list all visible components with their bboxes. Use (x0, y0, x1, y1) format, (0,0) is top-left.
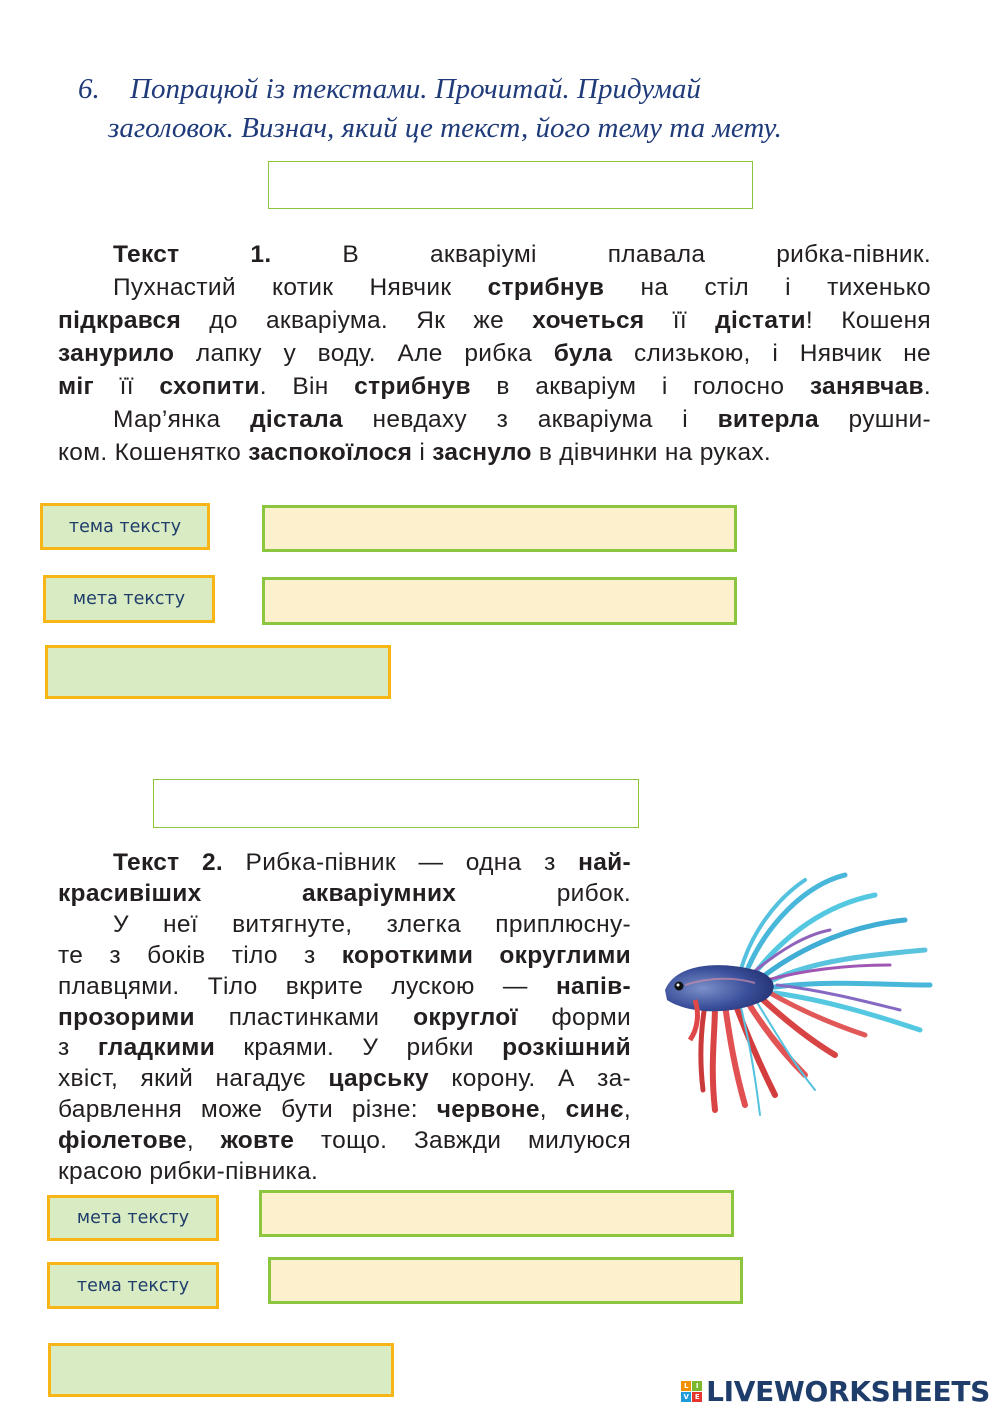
text-run: те з боків тіло з (58, 941, 342, 969)
text2-theme-input[interactable] (268, 1257, 743, 1304)
text-run: пластинками (194, 1003, 414, 1031)
text-run: до акваріума. Як же (181, 307, 533, 334)
text-run: плавцями. Тіло вкрите лускою — (58, 972, 556, 1000)
text2-line (58, 1126, 631, 1157)
text-run: тощо. Завжди милуюся (294, 1127, 632, 1155)
text2-type-dropzone[interactable] (48, 1343, 394, 1397)
task-number: 6. (78, 73, 100, 105)
bold-word: най- (578, 849, 631, 876)
text-run: форми (517, 1003, 631, 1031)
text-run: корону. А за- (428, 1065, 631, 1093)
text-run: Рибка-півник — одна з (245, 849, 579, 876)
bold-word: округлої (413, 1003, 518, 1031)
theme-label-2-text: тема тексту (76, 1275, 190, 1296)
task-instruction (78, 70, 958, 148)
text1-line (58, 304, 931, 337)
text2-paragraph (58, 848, 631, 1188)
text-run: , (186, 1127, 221, 1155)
bold-word: царську (328, 1065, 429, 1093)
text2-line (58, 972, 631, 1003)
text1-paragraph (58, 238, 931, 469)
text-run: , (539, 1096, 566, 1124)
text-run: . Він (259, 373, 355, 400)
betta-fish-image (655, 865, 945, 1125)
text-run: слизькою, і Нявчик не (612, 340, 931, 367)
goal-label-1 (43, 575, 215, 623)
theme-label-1 (40, 503, 210, 550)
liveworksheets-logo-icon (681, 1381, 702, 1402)
text-run: ! Кошеня (805, 307, 931, 334)
goal-label-2 (47, 1195, 219, 1241)
bold-word: занурило (58, 340, 175, 367)
text1-title-input[interactable] (268, 161, 753, 209)
task-line-1: Попрацюй із текстами. Прочитай. Придумай (130, 73, 701, 105)
theme-label-1-text: тема тексту (68, 516, 182, 537)
text2-line (58, 1033, 631, 1064)
liveworksheets-brand (681, 1375, 990, 1408)
bold-word: дістати (715, 307, 806, 334)
bold-word: короткими округлими (341, 941, 632, 969)
goal-label-2-text: мета тексту (76, 1208, 190, 1228)
bold-word: дістала (250, 406, 343, 433)
text-run: рибок. (456, 879, 632, 907)
bold-word: напів- (555, 972, 631, 1000)
text1-heading: Текст 1. (113, 241, 343, 268)
text2-line (58, 1157, 631, 1188)
text-run: і (412, 439, 433, 466)
logo-letter-i: I (692, 1381, 702, 1391)
text2-line (58, 1064, 631, 1095)
text-run: Мар’янка (113, 406, 251, 433)
text2-line (58, 941, 631, 972)
bold-word: стрибнув (487, 274, 605, 301)
bold-word: синє (565, 1096, 624, 1124)
text-run: її (644, 307, 716, 334)
text-run: ком. Кошенятко (58, 439, 249, 466)
bold-word: красивіших акваріумних (58, 879, 457, 907)
text-run: Пухнастий котик Нявчик (113, 274, 488, 301)
goal-label-1-text: мета тексту (72, 589, 186, 609)
logo-letter-v: V (681, 1392, 691, 1402)
text-run: барвлення може бути різне: (58, 1096, 437, 1124)
bold-word: заснуло (432, 439, 532, 466)
theme-label-2 (47, 1262, 219, 1309)
bold-word: прозорими (58, 1003, 195, 1031)
text-run: . (923, 373, 931, 400)
text-run: рушни- (818, 406, 931, 433)
text2-title-input[interactable] (153, 779, 639, 828)
text-run: красою рибки-півника. (58, 1158, 319, 1186)
text1-line (58, 370, 931, 403)
logo-letter-l: L (681, 1381, 691, 1391)
text2-line (58, 910, 631, 941)
bold-word: схопити (159, 373, 260, 400)
text-run: з (58, 1034, 98, 1062)
text-run: невдаху з акваріума і (342, 406, 718, 433)
text2-line (58, 1095, 631, 1126)
text2-line (58, 1003, 631, 1034)
bold-word: міг (58, 373, 95, 400)
text1-line (58, 337, 931, 370)
text-run: в акваріум і голосно (470, 373, 810, 400)
bold-word: фіолетове (58, 1127, 187, 1155)
bold-word: червоне (436, 1096, 540, 1124)
text-run: краями. У рибки (215, 1034, 503, 1062)
bold-word: гладкими (97, 1034, 216, 1062)
task-line-2: заголовок. Визнач, який це текст, його тему та мету. (108, 112, 782, 144)
text1-goal-input[interactable] (262, 577, 737, 625)
text2-line (58, 848, 631, 879)
text1-line (58, 271, 931, 304)
bold-word: витерла (717, 406, 819, 433)
text2-goal-input[interactable] (259, 1190, 734, 1237)
bold-word: занявчав (809, 373, 924, 400)
text1-line (58, 238, 931, 271)
text-run: лапку у воду. Але рибка (174, 340, 554, 367)
text-run: У неї витягнуте, злегка приплюсну- (113, 910, 631, 938)
text1-theme-input[interactable] (262, 505, 737, 552)
text-run: хвіст, який нагадує (58, 1065, 329, 1093)
text-run: на стіл і тихенько (604, 274, 931, 301)
bold-word: стрибнув (354, 373, 471, 400)
text1-line (58, 436, 931, 469)
bold-word: хочеться (532, 307, 645, 334)
text-run: , (623, 1096, 631, 1124)
bold-word: жовте (220, 1127, 295, 1155)
text2-heading: Текст 2. (113, 849, 246, 876)
text-run: В акваріумі плавала рибка-півник. (342, 241, 932, 268)
bold-word: підкрався (58, 307, 182, 334)
bold-word: була (553, 340, 613, 367)
text1-type-dropzone[interactable] (45, 645, 391, 699)
logo-letter-e: E (692, 1392, 702, 1402)
text1-line (58, 403, 931, 436)
text-run: її (94, 373, 160, 400)
text2-line (58, 879, 631, 910)
brand-name: LIVEWORKSHEETS (706, 1375, 990, 1408)
text-run: в дівчинки на руках. (531, 439, 772, 466)
bold-word: розкішний (502, 1034, 631, 1062)
bold-word: заспокоїлося (248, 439, 413, 466)
